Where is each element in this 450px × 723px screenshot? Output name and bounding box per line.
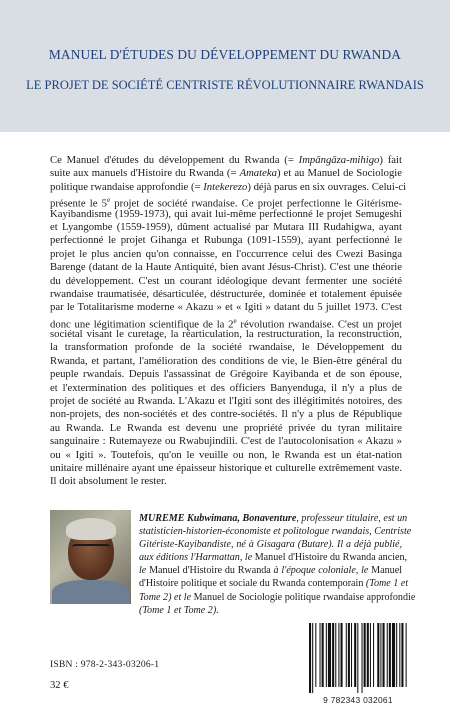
blurb-line: unitaire millénaire ayant une épaisseur historique et culturelle extrêmement vaste. <box>50 461 402 474</box>
bio-line: le Manuel d'Histoire du Rwanda à l'époque coloniale, le Manuel <box>139 565 402 577</box>
blurb-line: donc une légitimation scientifique de la 2e révolution rwandaise. C'est un projet <box>50 316 403 331</box>
blurb-line: peuple rwandais. Depuis l'assassinat de Grégoire Kayibanda et de son épouse, <box>50 368 402 381</box>
bio-line: MUREME Kubwimana, Bonaventure, professeur titulaire, est un <box>139 513 408 524</box>
blurb-line: Ce Manuel d'études du développement du Rwanda (= Impāngāza-mihigo) fait <box>50 154 402 166</box>
blurb-line: et Lyangombe (1559-1959), dûment actualisé par Mutara III Rudahigwa, ayant <box>50 220 402 233</box>
blurb-paragraph <box>50 154 407 489</box>
blurb-line: non-projets, des non-sociétés et des contre-sociétés. Il n'y a plus de République <box>50 408 402 421</box>
barcode-bars <box>303 621 413 693</box>
book-title: MANUEL D'ÉTUDES DU DÉVELOPPEMENT DU RWANDA <box>48 47 402 62</box>
blurb-line: projet le plus ancien qu'on connaisse, en l'occurrence celui des Cwezi Basinga <box>50 247 402 260</box>
blurb-line: sociétal visant le curetage, la réarticulation, la restructuration, la reconstruction, <box>50 328 402 341</box>
blurb-line: perfectionné le projet Gihanga et Rubunga (1091-1559), ayant perfectionné le <box>50 234 402 247</box>
blurb-line: rwandaise traumatisée, désarticulée, déstructurée, dominée et totalement épuisée <box>50 287 402 300</box>
blurb-line: suite aux manuels d'Histoire du Rwanda (= Amateka) et au Manuel de Sociologie <box>50 167 402 180</box>
blurb-line: du développement. C'est un courant idéologique devant fermenter une société <box>50 274 402 287</box>
blurb-line: la transformation profonde de la société rwandaise, le Développement du <box>50 341 402 354</box>
bio-line: (Tome 1 et Tome 2). <box>139 604 219 616</box>
blurb-line: et l'extermination des politiques et des officiers Banyenduga, il n'y a plus de <box>50 381 402 394</box>
blurb-line: par le Totalitarisme moderne « Akazu » et « Igiti » datant du 5 juillet 1973. C'est <box>50 301 402 314</box>
blurb-line: Kayibandisme (1959-1973), qui avait lui-même perfectionné le projet Semugeshi <box>50 207 402 220</box>
author-photo <box>50 510 131 604</box>
barcode <box>303 621 413 707</box>
blurb-line: Il doit absolument le rester. <box>50 475 167 488</box>
isbn: ISBN : 978-2-343-03206-1 <box>50 659 160 670</box>
book-subtitle: LE PROJET DE SOCIÉTÉ CENTRISTE RÉVOLUTIONNAIRE RWANDAIS <box>26 78 424 92</box>
blurb-line: Rwanda, et partant, l'amélioration des conditions de vie, le Bien-être général du <box>50 354 402 367</box>
blurb-line: Barenge (datant de la Haute Antiquité, bien avant Jésus-Christ). C'est une théorie <box>50 261 402 274</box>
title-band <box>0 0 450 132</box>
bio-line: aux éditions l'Harmattan, le Manuel d'Histoire du Rwanda ancien, <box>139 552 408 564</box>
barcode-number: 9 782343 032061 <box>323 695 393 705</box>
blurb-line: ou « Igiti ». Toutefois, qu'on le veuille ou non, le Rwanda est un état-nation <box>50 448 402 461</box>
price: 32 € <box>50 680 69 691</box>
blurb-line: au Rwanda. Le Rwanda est devenu une propriété privée du tyran militaire <box>50 421 402 434</box>
bio-line: Tome 2) et le Manuel de Sociologie politique rwandaise approfondie <box>139 591 416 603</box>
blurb-line: présente le 5e projet de société rwandaise. Ce projet perfectionne le Gitérisme- <box>50 196 402 210</box>
blurb-line: politique rwandaise approfondie (= Intekerezo) déjà parus en six ouvrages. Celui-ci <box>50 180 407 193</box>
blurb-line: sanguinaire : Rutemayeze ou Rwabujindili. C'est de l'autocolonisation « Akazu » <box>50 435 402 448</box>
author-bio <box>139 512 416 617</box>
blurb-line: projet de société au Rwanda. L'Akazu et l'Igiti sont des illégitimités notoires, des <box>50 395 402 408</box>
bio-line: Gitériste-Kayibandiste, né à Gisagara (Butare). Il a déjà publié, <box>139 539 402 551</box>
bio-line: d'Histoire politique et sociale du Rwanda contemporain (Tome 1 et <box>139 578 409 590</box>
bio-line: statisticien-historien-économiste et politologue rwandais, Centriste <box>139 526 412 538</box>
